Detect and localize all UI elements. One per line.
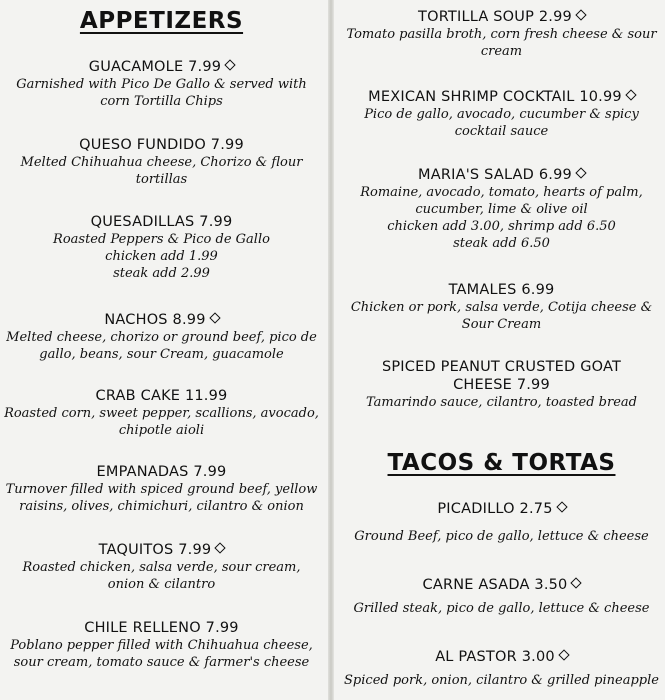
- menu-item-tamales: [338, 281, 665, 333]
- item-description: Roasted Peppers & Pico de Gallo: [53, 232, 270, 247]
- menu-item-empanadas: [0, 463, 323, 515]
- item-price: 10.99: [579, 89, 622, 105]
- diamond-icon: [575, 9, 586, 20]
- item-name: [338, 358, 665, 394]
- item-price: 7.99: [516, 377, 550, 393]
- menu-item-guacamole: [0, 58, 323, 110]
- left-column: [0, 0, 323, 700]
- item-name: [0, 311, 323, 329]
- item-description: Tomato pasilla broth, corn fresh cheese & sour cream: [346, 27, 657, 59]
- item-description: Pico de gallo, avocado, cucumber & spicy cocktail sauce: [364, 107, 639, 139]
- item-price: 6.99: [521, 282, 555, 298]
- item-name: [338, 166, 665, 184]
- item-title: EMPANADAS: [96, 464, 189, 480]
- item-name: [338, 576, 665, 594]
- menu-item-carne-asada: [338, 576, 665, 617]
- item-description: Ground Beef, pico de gallo, lettuce & cheese: [354, 529, 649, 544]
- item-price: 2.75: [519, 501, 553, 517]
- item-price: 7.99: [193, 464, 227, 480]
- item-name: [338, 88, 665, 106]
- item-description: Tamarindo sauce, cilantro, toasted bread: [366, 395, 637, 410]
- diamond-icon: [225, 59, 236, 70]
- menu-item-chile-relleno: [0, 619, 323, 671]
- item-title: QUESADILLAS: [90, 214, 195, 230]
- page-fold-divider: [328, 0, 334, 700]
- item-description: Melted cheese, chorizo or ground beef, pico de gallo, beans, sour Cream, guacamole: [6, 330, 317, 362]
- item-extra: steak add 6.50: [453, 236, 550, 251]
- item-extra: chicken add 1.99: [105, 249, 218, 264]
- tacos-tortas-title: TACOS & TORTAS: [387, 450, 616, 476]
- item-description: Melted Chihuahua cheese, Chorizo & flour tortillas: [20, 155, 303, 187]
- item-description: Roasted chicken, salsa verde, sour cream, onion & cilantro: [22, 560, 301, 592]
- item-name: [0, 387, 323, 405]
- item-price: 7.99: [188, 59, 222, 75]
- item-description: Turnover filled with spiced ground beef, yellow raisins, olives, chimichuri, cilantro & onion: [5, 482, 318, 514]
- menu-item-queso-fundido: [0, 136, 323, 188]
- item-description: Garnished with Pico De Gallo & served with corn Tortilla Chips: [16, 77, 307, 109]
- item-name: [0, 58, 323, 76]
- item-price: 7.99: [210, 137, 244, 153]
- diamond-icon: [215, 542, 226, 553]
- item-description: Romaine, avocado, tomato, hearts of palm, cucumber, lime & olive oil: [360, 185, 643, 217]
- item-name: [0, 136, 323, 154]
- diamond-icon: [209, 312, 220, 323]
- item-title: GUACAMOLE: [88, 59, 184, 75]
- diamond-icon: [556, 501, 567, 512]
- menu-item-al-pastor: [338, 648, 665, 689]
- item-extra: chicken add 3.00, shrimp add 6.50: [387, 219, 616, 234]
- item-name: [338, 500, 665, 518]
- item-title: NACHOS: [104, 312, 168, 328]
- menu-item-goat-cheese: [338, 358, 665, 411]
- item-title: TAMALES: [448, 282, 517, 298]
- menu-item-marias-salad: [338, 166, 665, 252]
- item-title: MARIA'S SALAD: [418, 167, 535, 183]
- menu-item-tortilla-soup: [338, 8, 665, 60]
- item-extra: steak add 2.99: [113, 266, 210, 281]
- item-name: [338, 281, 665, 299]
- item-description: Poblano pepper filled with Chihuahua cheese, sour cream, tomato sauce & farmer's cheese: [10, 638, 313, 670]
- item-description: Grilled steak, pico de gallo, lettuce & cheese: [353, 601, 650, 616]
- appetizers-title: APPETIZERS: [79, 8, 244, 34]
- diamond-icon: [558, 649, 569, 660]
- item-title: TORTILLA SOUP: [418, 9, 535, 25]
- menu-item-quesadillas: [0, 213, 323, 282]
- item-title: CRAB CAKE: [95, 388, 181, 404]
- item-price: 8.99: [172, 312, 206, 328]
- item-name: [338, 8, 665, 26]
- item-title: CARNE ASADA: [422, 577, 530, 593]
- item-name: [0, 463, 323, 481]
- item-price: 2.99: [538, 9, 572, 25]
- item-price: 7.99: [178, 542, 212, 558]
- item-description: Roasted corn, sweet pepper, scallions, avocado, chipotle aioli: [4, 406, 319, 438]
- item-price: 3.00: [521, 649, 555, 665]
- menu-item-picadillo: [338, 500, 665, 545]
- item-title: SPICED PEANUT CRUSTED GOAT CHEESE: [381, 359, 622, 393]
- menu-item-taquitos: [0, 541, 323, 593]
- item-title: AL PASTOR: [435, 649, 517, 665]
- menu-item-crab-cake: [0, 387, 323, 439]
- diamond-icon: [625, 89, 636, 100]
- diamond-icon: [575, 167, 586, 178]
- item-price: 11.99: [184, 388, 228, 404]
- item-price: 6.99: [538, 167, 572, 183]
- diamond-icon: [571, 577, 582, 588]
- item-name: [0, 619, 323, 637]
- item-title: QUESO FUNDIDO: [79, 137, 206, 153]
- item-title: CHILE RELLENO: [84, 620, 201, 636]
- item-name: [338, 648, 665, 666]
- item-description: Chicken or pork, salsa verde, Cotija cheese & Sour Cream: [350, 300, 653, 332]
- item-price: 7.99: [199, 214, 233, 230]
- item-price: 3.50: [534, 577, 568, 593]
- item-description: Spiced pork, onion, cilantro & grilled pineapple: [344, 673, 659, 688]
- item-name: [0, 213, 323, 231]
- item-name: [0, 541, 323, 559]
- right-column: [338, 0, 665, 700]
- item-title: MEXICAN SHRIMP COCKTAIL: [368, 89, 575, 105]
- menu-item-nachos: [0, 311, 323, 363]
- item-title: TAQUITOS: [98, 542, 174, 558]
- menu-item-shrimp-cocktail: [338, 88, 665, 140]
- item-title: PICADILLO: [437, 501, 515, 517]
- item-price: 7.99: [205, 620, 239, 636]
